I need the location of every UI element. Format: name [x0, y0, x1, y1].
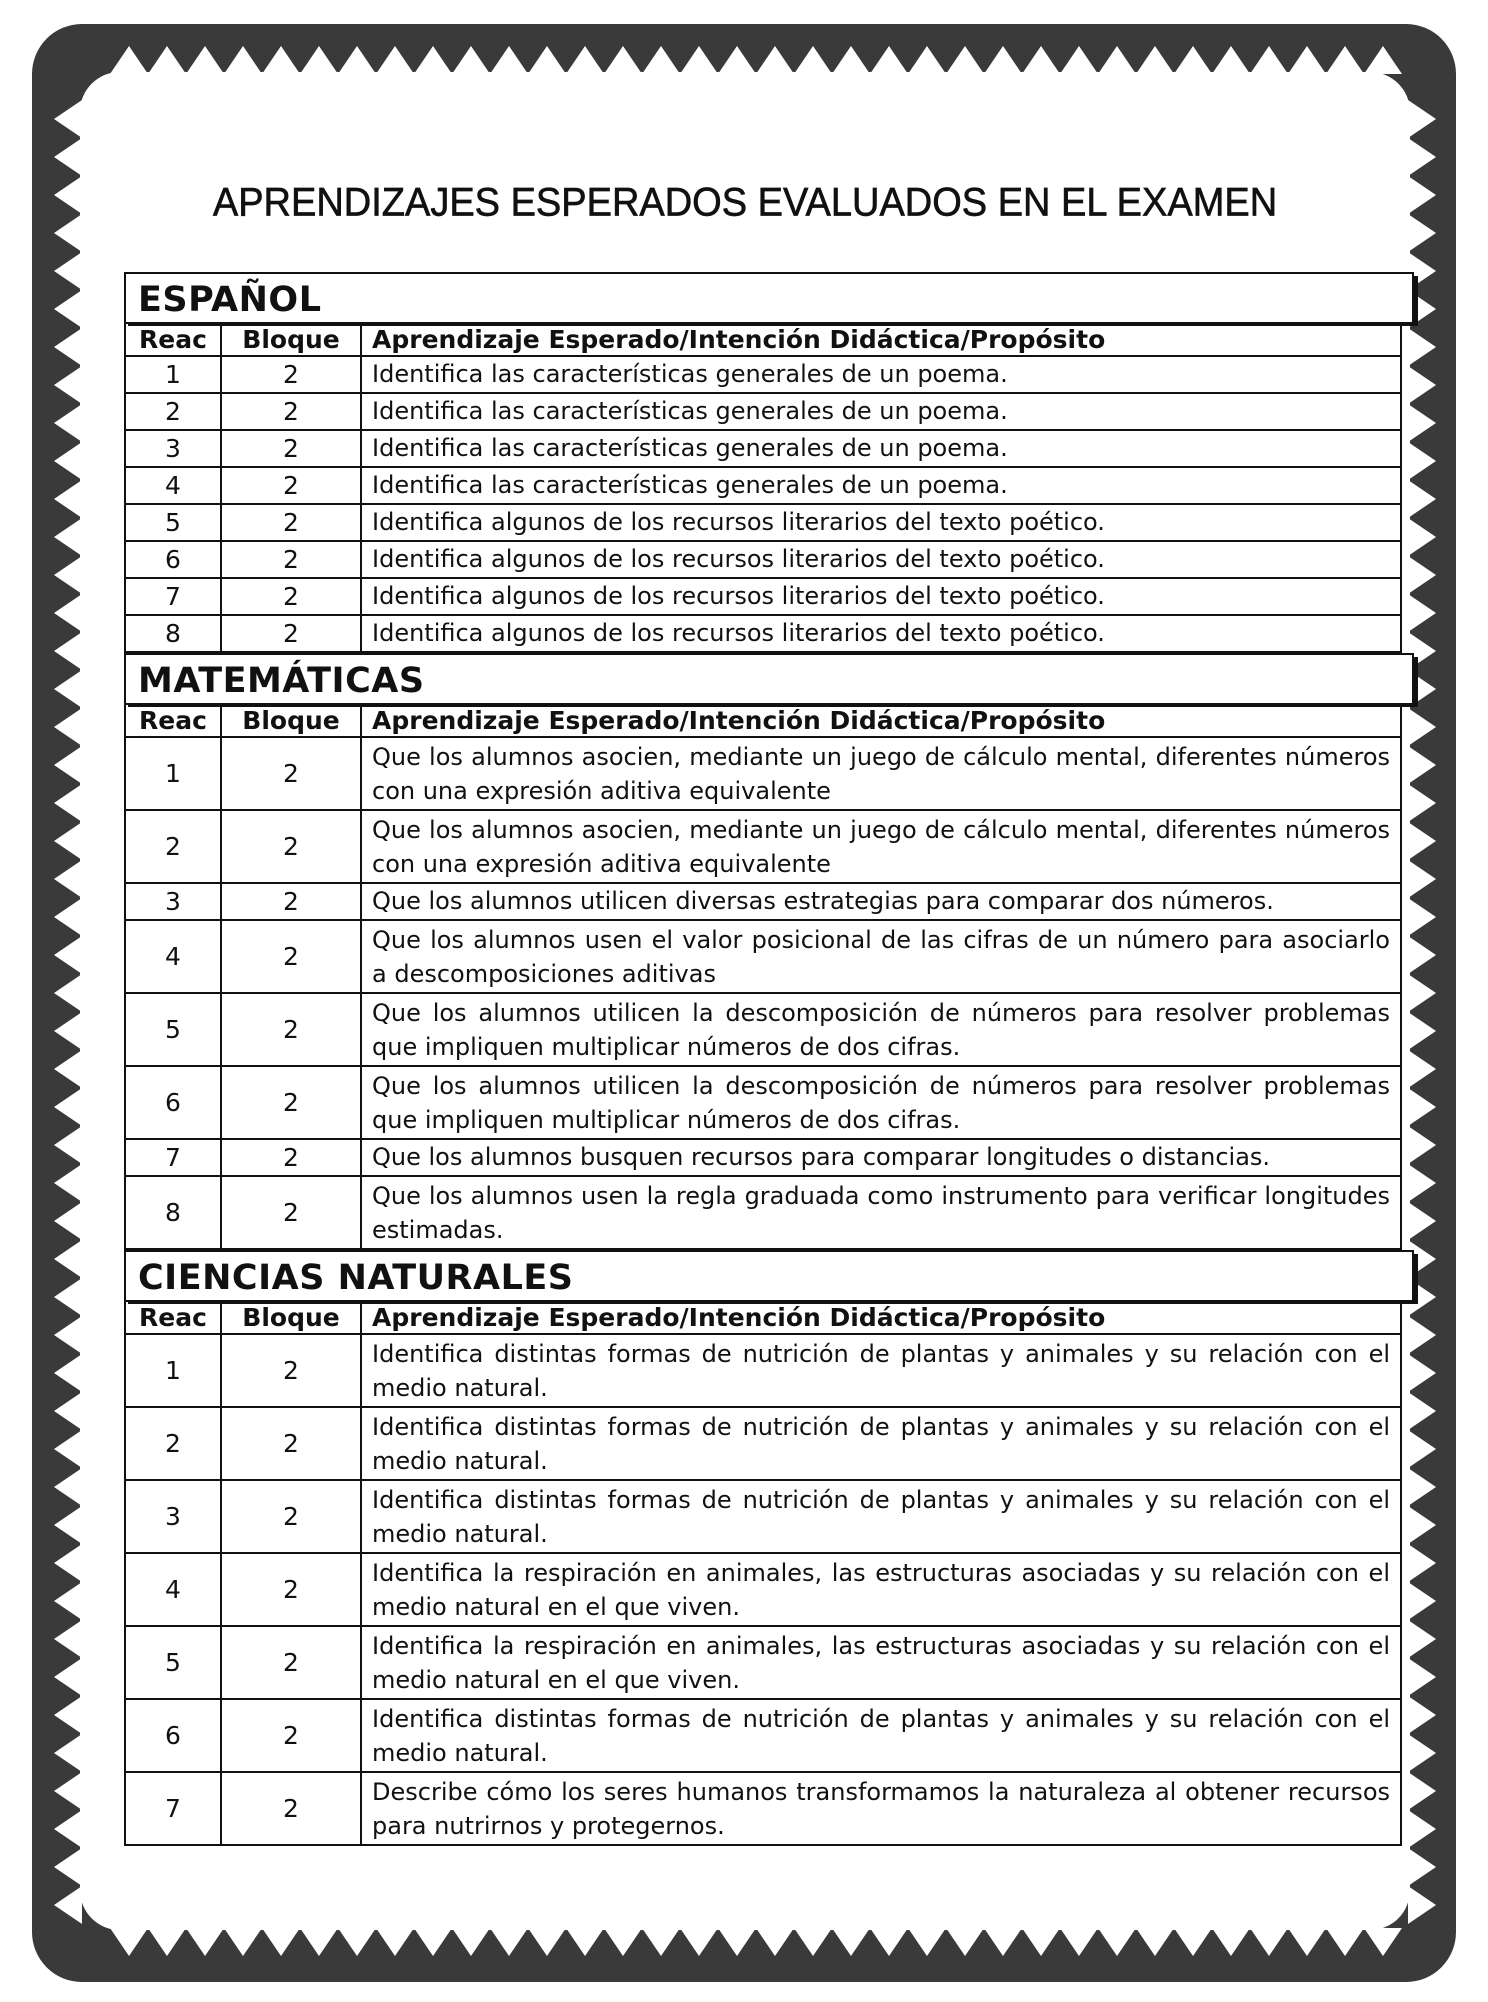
reac-cell: 5 [125, 993, 221, 1066]
bloque-cell: 2 [221, 393, 361, 430]
aprendizaje-cell: Que los alumnos usen el valor posicional de las cifras de un número para asociarlo a descomposiciones aditivas [361, 920, 1401, 993]
reac-cell: 6 [125, 541, 221, 578]
reac-cell: 2 [125, 393, 221, 430]
bloque-cell: 2 [221, 1407, 361, 1480]
reac-cell: 7 [125, 1772, 221, 1845]
aprendizaje-cell: Identifica algunos de los recursos literarios del texto poético. [361, 504, 1401, 541]
table-row [125, 1772, 1401, 1845]
bloque-cell: 2 [221, 920, 361, 993]
bloque-cell: 2 [221, 1553, 361, 1626]
aprendizaje-cell: Identifica distintas formas de nutrición de plantas y animales y su relación con el medio natural. [361, 1334, 1401, 1407]
learning-tables [124, 272, 1414, 1846]
bloque-cell: 2 [221, 1699, 361, 1772]
aprendizaje-cell: Identifica la respiración en animales, las estructuras asociadas y su relación con el medio natural en el que viven. [361, 1553, 1401, 1626]
aprendizaje-cell: Que los alumnos asocien, mediante un juego de cálculo mental, diferentes números con una expresión aditiva equivalente [361, 737, 1401, 810]
table-row [125, 920, 1401, 993]
bloque-cell: 2 [221, 541, 361, 578]
aprendizaje-cell: Identifica distintas formas de nutrición de plantas y animales y su relación con el medio natural. [361, 1407, 1401, 1480]
table-row [125, 1139, 1401, 1176]
reac-cell: 8 [125, 615, 221, 652]
reac-cell: 1 [125, 737, 221, 810]
bloque-cell: 2 [221, 578, 361, 615]
aprendizaje-cell: Identifica la respiración en animales, las estructuras asociadas y su relación con el medio natural en el que viven. [361, 1626, 1401, 1699]
aprendizaje-cell: Identifica distintas formas de nutrición de plantas y animales y su relación con el medio natural. [361, 1480, 1401, 1553]
reac-cell: 8 [125, 1176, 221, 1249]
column-header-bloque: Bloque [221, 1301, 361, 1334]
table-row [125, 737, 1401, 810]
table-row [125, 1699, 1401, 1772]
table-row [125, 1176, 1401, 1249]
table-row [125, 541, 1401, 578]
reac-cell: 3 [125, 1480, 221, 1553]
reac-cell: 2 [125, 1407, 221, 1480]
reac-cell: 6 [125, 1699, 221, 1772]
table-row [125, 467, 1401, 504]
table-header-row [125, 323, 1401, 356]
column-header-reac: Reac [125, 323, 221, 356]
reac-cell: 1 [125, 1334, 221, 1407]
reac-cell: 6 [125, 1066, 221, 1139]
bloque-cell: 2 [221, 737, 361, 810]
bloque-cell: 2 [221, 1626, 361, 1699]
reac-cell: 1 [125, 356, 221, 393]
page-title: APRENDIZAJES ESPERADOS EVALUADOS EN EL EXAMEN [212, 180, 1278, 226]
aprendizaje-cell: Que los alumnos usen la regla graduada como instrumento para verificar longitudes estimadas. [361, 1176, 1401, 1249]
aprendizaje-cell: Identifica algunos de los recursos literarios del texto poético. [361, 578, 1401, 615]
column-header-aprendizaje: Aprendizaje Esperado/Intención Didáctica/Propósito [361, 323, 1401, 356]
table-header-row [125, 1301, 1401, 1334]
bloque-cell: 2 [221, 1066, 361, 1139]
column-header-bloque: Bloque [221, 323, 361, 356]
column-header-bloque: Bloque [221, 704, 361, 737]
table-row [125, 1334, 1401, 1407]
learning-table [124, 322, 1402, 653]
aprendizaje-cell: Que los alumnos asocien, mediante un juego de cálculo mental, diferentes números con una expresión aditiva equivalente [361, 810, 1401, 883]
column-header-aprendizaje: Aprendizaje Esperado/Intención Didáctica/Propósito [361, 704, 1401, 737]
section-title: ESPAÑOL [124, 272, 1414, 322]
aprendizaje-cell: Que los alumnos utilicen diversas estrategias para comparar dos números. [361, 883, 1401, 920]
bloque-cell: 2 [221, 504, 361, 541]
learning-table [124, 703, 1402, 1250]
aprendizaje-cell: Identifica las características generales de un poema. [361, 356, 1401, 393]
table-row [125, 810, 1401, 883]
table-row [125, 356, 1401, 393]
column-header-reac: Reac [125, 1301, 221, 1334]
aprendizaje-cell: Que los alumnos utilicen la descomposición de números para resolver problemas que impliquen multiplicar números de dos cifras. [361, 993, 1401, 1066]
aprendizaje-cell: Identifica las características generales de un poema. [361, 430, 1401, 467]
reac-cell: 4 [125, 920, 221, 993]
table-row [125, 1553, 1401, 1626]
bloque-cell: 2 [221, 430, 361, 467]
table-row [125, 504, 1401, 541]
page-sheet [80, 72, 1410, 1930]
bloque-cell: 2 [221, 1176, 361, 1249]
table-row [125, 1066, 1401, 1139]
reac-cell: 7 [125, 578, 221, 615]
aprendizaje-cell: Describe cómo los seres humanos transformamos la naturaleza al obtener recursos para nutrirnos y protegernos. [361, 1772, 1401, 1845]
reac-cell: 3 [125, 883, 221, 920]
aprendizaje-cell: Que los alumnos busquen recursos para comparar longitudes o distancias. [361, 1139, 1401, 1176]
bloque-cell: 2 [221, 467, 361, 504]
reac-cell: 7 [125, 1139, 221, 1176]
aprendizaje-cell: Que los alumnos utilicen la descomposición de números para resolver problemas que impliquen multiplicar números de dos cifras. [361, 1066, 1401, 1139]
bloque-cell: 2 [221, 810, 361, 883]
section-title: MATEMÁTICAS [124, 653, 1414, 703]
bloque-cell: 2 [221, 883, 361, 920]
bloque-cell: 2 [221, 993, 361, 1066]
table-row [125, 1480, 1401, 1553]
section-title: CIENCIAS NATURALES [124, 1250, 1414, 1300]
learning-table [124, 1300, 1402, 1846]
bloque-cell: 2 [221, 1480, 361, 1553]
table-row [125, 993, 1401, 1066]
bloque-cell: 2 [221, 1334, 361, 1407]
bloque-cell: 2 [221, 1772, 361, 1845]
bloque-cell: 2 [221, 615, 361, 652]
column-header-aprendizaje: Aprendizaje Esperado/Intención Didáctica/Propósito [361, 1301, 1401, 1334]
bloque-cell: 2 [221, 356, 361, 393]
table-row [125, 883, 1401, 920]
reac-cell: 4 [125, 467, 221, 504]
table-row [125, 1407, 1401, 1480]
aprendizaje-cell: Identifica las características generales de un poema. [361, 393, 1401, 430]
table-row [125, 615, 1401, 652]
aprendizaje-cell: Identifica algunos de los recursos literarios del texto poético. [361, 615, 1401, 652]
aprendizaje-cell: Identifica las características generales de un poema. [361, 467, 1401, 504]
aprendizaje-cell: Identifica algunos de los recursos literarios del texto poético. [361, 541, 1401, 578]
reac-cell: 3 [125, 430, 221, 467]
reac-cell: 2 [125, 810, 221, 883]
table-row [125, 430, 1401, 467]
table-row [125, 1626, 1401, 1699]
aprendizaje-cell: Identifica distintas formas de nutrición de plantas y animales y su relación con el medio natural. [361, 1699, 1401, 1772]
table-header-row [125, 704, 1401, 737]
column-header-reac: Reac [125, 704, 221, 737]
reac-cell: 5 [125, 504, 221, 541]
reac-cell: 4 [125, 1553, 221, 1626]
bloque-cell: 2 [221, 1139, 361, 1176]
table-row [125, 393, 1401, 430]
reac-cell: 5 [125, 1626, 221, 1699]
table-row [125, 578, 1401, 615]
